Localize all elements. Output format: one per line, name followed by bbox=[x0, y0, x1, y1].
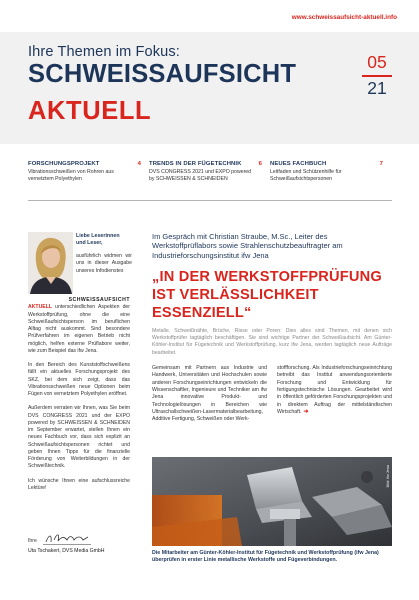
masthead-kicker: Ihre Themen im Fokus: bbox=[28, 44, 180, 60]
article-body-column-2 bbox=[277, 365, 392, 423]
teaser-item[interactable] bbox=[270, 161, 391, 183]
editor-portrait bbox=[28, 232, 73, 294]
teaser-page-number: 7 bbox=[379, 161, 383, 167]
editorial-paragraph-2: In den Bereich des Kunststoffschweißens fällt ein aktuelles Forschungsprojekt des SKZ, bei dem sich zeigt, dass das Vibrationsschweißen neue Optionen beim Fügen von vernetztem Polyethylen eröffnet. bbox=[28, 362, 130, 397]
teaser-heading: TRENDS IN DER FÜGETECHNIK bbox=[149, 161, 242, 167]
teaser-text: Leitfaden und Schützenhilfe für Schweißaufsichtspersonen bbox=[270, 169, 342, 183]
article-body bbox=[152, 365, 392, 423]
teaser-item[interactable] bbox=[28, 161, 149, 183]
editorial-paragraph-1 bbox=[28, 304, 130, 355]
greeting-line-1: Liebe Leserinnen bbox=[76, 233, 120, 239]
teaser-text: Vibrationsschweißen von Rohren aus vernetztem Polyethylen bbox=[28, 169, 114, 183]
editorial-intro: ausführlich widmen wir uns in dieser Ausgabe unseres Infodienstes bbox=[76, 253, 132, 274]
masthead-title-line1: SCHWEISSAUFSICHT bbox=[28, 60, 297, 88]
testing-machine-image bbox=[152, 457, 392, 546]
editorial-paragraph-3: Außerdem verraten wir Ihnen, was Sie beim DVS CONGRESS 2021 und der EXPO powered by SCHWEISSEN & SCHNEIDEN im September erwartet, stellen Ihnen ein neues Fachbuch vor, dass sich explizit an Schweißaufsichtspersonen richtet und geben Ihnen Tipps für die finanzielle Förderung von Weiterbildungen in der Schweißtechnik. bbox=[28, 405, 130, 470]
article-headline[interactable]: „IN DER WERKSTOFFPRÜFUNG IST VERLÄSSLICHKEIT ESSENZIELL“ bbox=[152, 268, 382, 321]
issue-number: 05 bbox=[367, 52, 387, 72]
editor-portrait-image bbox=[28, 232, 73, 294]
teaser-item[interactable] bbox=[149, 161, 270, 183]
main-article bbox=[152, 232, 392, 423]
masthead bbox=[0, 32, 419, 144]
teaser-header bbox=[149, 161, 262, 167]
photo-credit: Bild: ifw Jena bbox=[386, 465, 390, 488]
issue-divider bbox=[362, 75, 392, 78]
teaser-page-number: 4 bbox=[137, 161, 141, 167]
continue-arrow-icon[interactable]: ➔ bbox=[303, 408, 309, 415]
handwritten-signature bbox=[43, 531, 91, 545]
issue-number-box bbox=[362, 54, 392, 98]
brand-caps: SCHWEISSAUFSICHT bbox=[68, 297, 130, 303]
masthead-title-line2: AKTUELL bbox=[28, 97, 152, 125]
teaser-row bbox=[28, 161, 392, 183]
section-divider bbox=[28, 200, 392, 201]
article-body-column-2-text: stoffforschung. Als Industrieforschungseinrichtung betreibt das Institut anwendungsorientierte Forschung und Entwicklung für fertigungstechnische Lösungen. Gearbeitet wird in öffentlich geförderten Forschungsprojekten und in direktem Auftrag der mittelständischen Wirtschaft. bbox=[277, 365, 392, 415]
signature-line bbox=[28, 531, 130, 545]
greeting-line-2: und Leser, bbox=[76, 240, 103, 247]
article-photo bbox=[152, 457, 392, 546]
teaser-heading: NEUES FACHBUCH bbox=[270, 161, 327, 167]
paragraph-1-text: unterschiedlichen Aspekten der Werkstoffprüfung, ohne die eine Schweißaufsichtsperson im beruflichen Alltag nicht auskommt. Sind besondere Prüfverfahren im eigenen Betrieb nicht möglich, helfen externe Prüflabore weiter, wie zum Beispiel das ifw Jena. bbox=[28, 304, 130, 354]
teaser-header bbox=[28, 161, 141, 167]
teaser-text: DVS CONGRESS 2021 und EXPO powered by SCHWEISSEN & SCHNEIDEN bbox=[149, 169, 252, 183]
closing-word: Ihre bbox=[28, 537, 37, 544]
signature-graphic bbox=[43, 531, 91, 545]
teaser-heading: FORSCHUNGSPROJEKT bbox=[28, 161, 100, 167]
signature-block bbox=[28, 531, 130, 554]
brand-red: AKTUELL bbox=[28, 304, 52, 311]
website-url[interactable]: www.schweissaufsicht-aktuell.info bbox=[291, 14, 397, 21]
article-lead: Metalle, Schweißnähte, Brüche, Risse oder Poren: Dies alles sind Themen, mit denen sich Werkstoffprüfer tagtäglich beschäftigen. Sie sind wichtige Partner der Schweißaufsicht. Am Günter-Köhler-Institut für Fügetechnik und Werkstoffprüfung, kurz ifw Jena, werden tagtäglich neue Aufträge bearbeitet. bbox=[152, 327, 392, 356]
teaser-page-number: 6 bbox=[258, 161, 262, 167]
issue-year: 21 bbox=[367, 78, 387, 98]
article-body-column-1: Gemeinsam mit Partnern aus Industrie und Handwerk, Universitäten und Hochschulen sowie anderen Forschungseinrichtungen entwickeln die Wissenschaftler, Ingenieure und Techniker am ifw Jena innovative Produkt- und Technologielösungen in Bereichen wie Ultraschallschweißen-Lasermaterialbearbeitung, Additive Fertigung, Schweißen oder Werk- bbox=[152, 365, 267, 423]
article-intro: Im Gespräch mit Christian Straube, M.Sc., Leiter des Werkstoffprüflabors sowie Strahlenschutzbeauftragter am Industrieforschungsinstitut ifw Jena bbox=[152, 232, 343, 260]
teaser-header bbox=[270, 161, 383, 167]
editor-name: Uta Tschakert, DVS Media GmbH bbox=[28, 548, 105, 554]
editorial-body bbox=[28, 297, 130, 492]
photo-caption: Die Mitarbeiter am Günter-Köhler-Institut für Fügetechnik und Werkstoffprüfung (ifw Jena) überprüfen in erster Linie metallische Werkstoffe und Fügeverbindungen. bbox=[152, 550, 379, 564]
editorial-paragraph-4: Ich wünsche Ihnen eine aufschlussreiche Lektüre! bbox=[28, 477, 130, 491]
editorial-greeting bbox=[76, 233, 132, 247]
